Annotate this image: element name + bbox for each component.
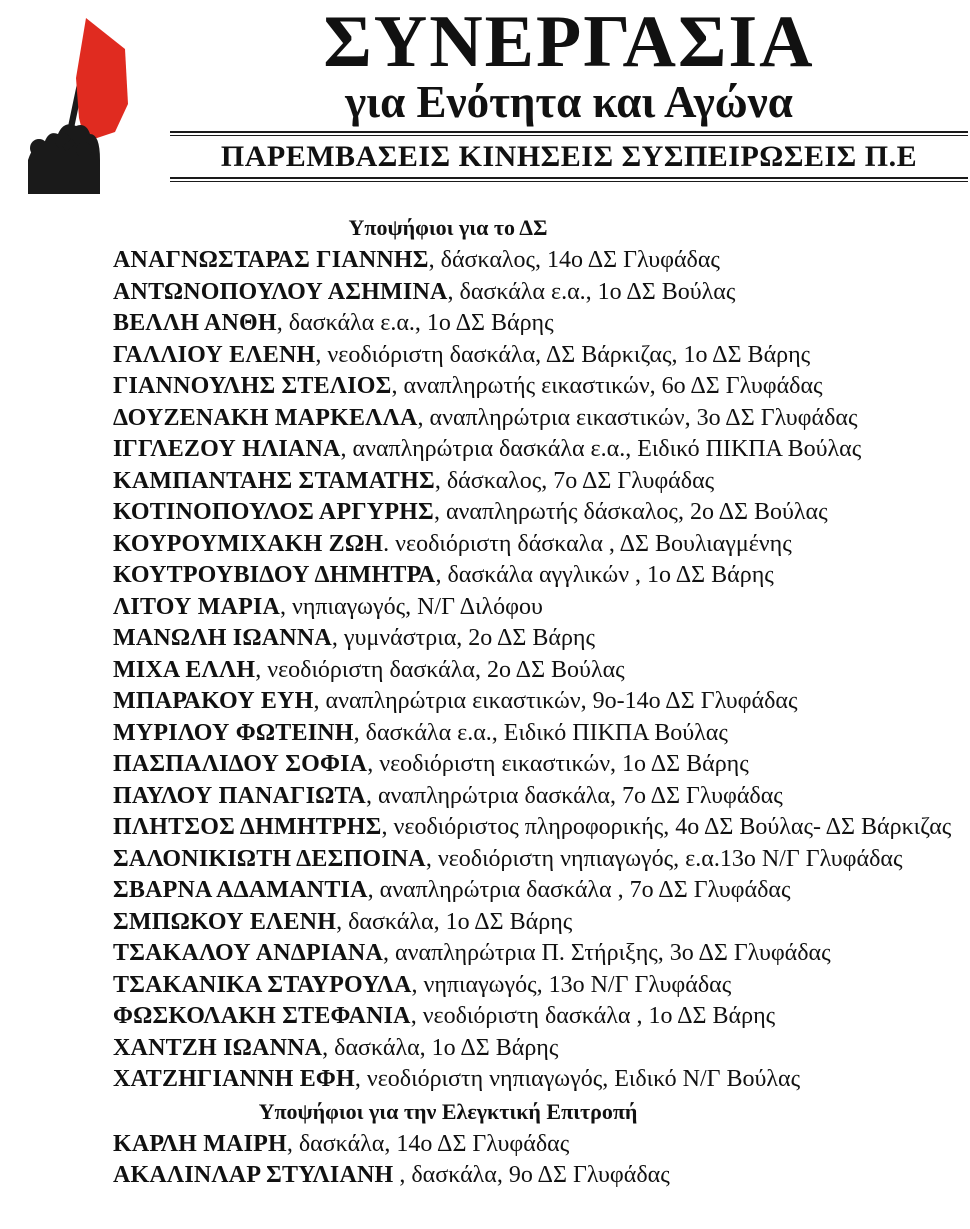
candidate-row xyxy=(0,749,956,781)
candidate-detail: , νηπιαγωγός, Ν/Γ Διλόφου xyxy=(280,593,543,620)
candidate-detail: , δασκάλα, 1ο ΔΣ Βάρης xyxy=(322,1034,559,1061)
candidate-row xyxy=(0,592,956,624)
candidate-row xyxy=(0,844,956,876)
candidate-detail: , δασκάλα, 1ο ΔΣ Βάρης xyxy=(336,908,573,935)
candidate-row xyxy=(0,623,956,655)
candidate-row xyxy=(0,970,956,1002)
candidate-detail: , νεοδιόριστη δασκάλα, 2ο ΔΣ Βούλας xyxy=(255,656,625,683)
candidate-row xyxy=(0,277,956,309)
candidate-name: ΤΣΑΚΑΛΟΥ ΑΝΔΡΙΑΝΑ xyxy=(113,940,384,966)
candidate-name: ΣΑΛΟΝΙΚΙΩΤΗ ΔΕΣΠΟΙΝΑ xyxy=(113,845,426,872)
candidate-name: ΚΟΥΤΡΟΥΒΙΔΟΥ ΔΗΜΗΤΡΑ xyxy=(113,562,436,588)
candidate-detail: , δασκάλα ε.α., 1ο ΔΣ Βούλας xyxy=(447,278,736,305)
candidate-name: ΚΟΥΡΟΥΜΙΧΑΚΗ ΖΩΗ xyxy=(113,530,384,557)
candidate-name: ΙΓΓΛΕΖΟΥ ΗΛΙΑΝΑ xyxy=(113,436,341,462)
org-subtitle: ΠΑΡΕΜΒΑΣΕΙΣ ΚΙΝΗΣΕΙΣ ΣΥΣΠΕΙΡΩΣΕΙΣ Π.Ε xyxy=(220,140,918,174)
candidate-detail: , δασκάλα αγγλικών , 1ο ΔΣ Βάρης xyxy=(435,562,774,588)
candidate-row xyxy=(0,1160,956,1192)
candidate-name: ΣΜΠΩΚΟΥ ΕΛΕΝΗ xyxy=(113,908,337,935)
masthead xyxy=(0,0,970,205)
candidate-name: ΚΑΡΛΗ ΜΑΙΡΗ xyxy=(113,1130,287,1157)
candidate-detail: , γυμνάστρια, 2ο ΔΣ Βάρης xyxy=(331,625,595,651)
candidate-detail: , δάσκαλος, 14ο ΔΣ Γλυφάδας xyxy=(428,247,720,273)
candidate-row xyxy=(0,875,956,907)
party-logo xyxy=(6,8,166,203)
candidate-row xyxy=(0,466,956,498)
candidate-row xyxy=(0,812,956,844)
candidate-detail: , δασκάλα, 14ο ΔΣ Γλυφάδας xyxy=(286,1130,570,1157)
candidate-detail: , νεοδιόριστη εικαστικών, 1ο ΔΣ Βάρης xyxy=(367,751,749,777)
candidate-detail: . νεοδιόριστη δάσκαλα , ΔΣ Βουλιαγμένης xyxy=(383,530,792,557)
candidate-name: ΚΑΜΠΑΝΤΑΗΣ ΣΤΑΜΑΤΗΣ xyxy=(113,467,435,494)
candidate-detail: , δασκάλα, 9ο ΔΣ Γλυφάδας xyxy=(393,1162,670,1188)
candidate-row xyxy=(0,938,956,970)
candidate-name: ΣΒΑΡΝΑ ΑΔΑΜΑΝΤΙΑ xyxy=(113,877,368,903)
candidate-name: ΧΑΤΖΗΓΙΑΝΝΗ ΕΦΗ xyxy=(113,1066,355,1092)
candidate-row xyxy=(0,1064,956,1096)
section-heading: Υποψήφιοι για την Ελεγκτική Επιτροπή xyxy=(258,1098,638,1124)
candidate-row xyxy=(0,1001,956,1033)
rule-above-subtitle xyxy=(170,131,968,136)
candidate-name: ΓΑΛΛΙΟΥ ΕΛΕΝΗ xyxy=(113,341,316,368)
candidate-name: ΓΙΑΝΝΟΥΛΗΣ ΣΤΕΛΙΟΣ xyxy=(113,373,392,399)
candidate-row xyxy=(0,308,956,340)
candidate-detail: , νεοδιόριστη δασκάλα, ΔΣ Βάρκιζας, 1ο ΔΣ Βάρης xyxy=(315,341,811,368)
candidate-row xyxy=(0,434,956,466)
candidate-name: ΔΟΥΖΕΝΑΚΗ ΜΑΡΚΕΛΛΑ xyxy=(113,404,418,431)
candidate-row xyxy=(0,1129,956,1161)
candidate-name: ΠΑΥΛΟΥ ΠΑΝΑΓΙΩΤΑ xyxy=(113,782,366,809)
candidate-name: ΠΑΣΠΑΛΙΔΟΥ ΣΟΦΙΑ xyxy=(113,751,368,777)
candidate-detail: , νηπιαγωγός, 13ο Ν/Γ Γλυφάδας xyxy=(411,971,732,998)
candidate-row xyxy=(0,403,956,435)
candidate-name: ΧΑΝΤΖΗ ΙΩΑΝΝΑ xyxy=(113,1034,323,1061)
rule-below-subtitle xyxy=(170,177,968,182)
candidate-detail: , δασκάλα ε.α., 1ο ΔΣ Βάρης xyxy=(276,310,554,336)
candidate-list xyxy=(0,212,970,1229)
candidate-row xyxy=(0,718,956,750)
candidate-name: ΑΚΑΛΙΝΛΑΡ ΣΤΥΛΙΑΝΗ xyxy=(113,1162,394,1188)
candidate-detail: , δασκάλα ε.α., Ειδικό ΠΙΚΠΑ Βούλας xyxy=(353,719,728,746)
section-heading: Υποψήφιοι για το ΔΣ xyxy=(348,215,548,240)
candidate-detail: , νεοδιόριστη δασκάλα , 1ο ΔΣ Βάρης xyxy=(410,1003,776,1029)
candidate-detail: , αναπληρώτρια δασκάλα, 7ο ΔΣ Γλυφάδας xyxy=(365,782,783,809)
candidate-row xyxy=(0,529,956,561)
candidate-row xyxy=(0,1033,956,1065)
candidate-detail: , νεοδιόριστος πληροφορικής, 4ο ΔΣ Βούλας- ΔΣ Βάρκιζας xyxy=(381,814,952,840)
candidate-row xyxy=(0,497,956,529)
candidate-name: ΦΩΣΚΟΛΑΚΗ ΣΤΕΦΑΝΙΑ xyxy=(113,1003,411,1029)
masthead-text xyxy=(170,0,968,182)
candidate-name: ΑΝΑΓΝΩΣΤΑΡΑΣ ΓΙΑΝΝΗΣ xyxy=(113,247,429,273)
candidate-row xyxy=(0,907,956,939)
candidate-name: ΤΣΑΚΑΝΙΚΑ ΣΤΑΥΡΟΥΛΑ xyxy=(113,971,412,998)
candidate-row xyxy=(0,781,956,813)
candidate-name: ΜΙΧΑ ΕΛΛΗ xyxy=(113,656,256,683)
protesters-silhouette xyxy=(28,124,100,194)
candidate-name: ΒΕΛΛΗ ΑΝΘΗ xyxy=(113,310,277,336)
candidate-detail: , αναπληρώτρια δασκάλα , 7ο ΔΣ Γλυφάδας xyxy=(367,877,791,903)
candidate-row xyxy=(0,655,956,687)
candidate-detail: , νεοδιόριστη νηπιαγωγός, Ειδικό Ν/Γ Βούλας xyxy=(354,1066,801,1092)
candidate-detail: , νεοδιόριστη νηπιαγωγός, ε.α.13ο Ν/Γ Γλυφάδας xyxy=(425,845,903,872)
candidate-name: ΠΛΗΤΣΟΣ ΔΗΜΗΤΡΗΣ xyxy=(113,814,382,840)
candidate-row xyxy=(0,371,956,403)
candidate-name: ΜΑΝΩΛΗ ΙΩΑΝΝΑ xyxy=(113,625,332,651)
candidate-detail: , αναπληρώτρια εικαστικών, 3ο ΔΣ Γλυφάδας xyxy=(417,404,858,431)
candidate-detail: , αναπληρώτρια δασκάλα ε.α., Ειδικό ΠΙΚΠΑ Βούλας xyxy=(340,436,862,462)
candidate-name: ΛΙΤΟΥ ΜΑΡΙΑ xyxy=(113,593,281,620)
candidate-detail: , αναπληρώτρια εικαστικών, 9ο-14ο ΔΣ Γλυφάδας xyxy=(313,688,798,714)
candidate-name: ΜΠΑΡΑΚΟΥ ΕΥΗ xyxy=(113,688,314,714)
candidate-detail: , αναπληρωτής δάσκαλος, 2ο ΔΣ Βούλας xyxy=(433,499,828,525)
candidate-name: ΜΥΡΙΛΟΥ ΦΩΤΕΙΝΗ xyxy=(113,719,354,746)
candidate-row xyxy=(0,686,956,718)
candidate-detail: , δάσκαλος, 7ο ΔΣ Γλυφάδας xyxy=(434,467,715,494)
candidate-name: ΑΝΤΩΝΟΠΟΥΛΟΥ ΑΣΗΜΙΝΑ xyxy=(113,278,448,305)
candidate-detail: , αναπληρωτής εικαστικών, 6ο ΔΣ Γλυφάδας xyxy=(391,373,823,399)
candidate-row xyxy=(0,245,956,277)
candidate-row xyxy=(0,340,956,372)
candidate-row xyxy=(0,560,956,592)
org-tagline: για Ενότητα και Αγώνα xyxy=(345,77,793,128)
org-name: ΣΥΝΕΡΓΑΣΙΑ xyxy=(323,1,815,83)
candidate-detail: , αναπληρώτρια Π. Στήριξης, 3ο ΔΣ Γλυφάδας xyxy=(383,940,831,966)
candidate-name: ΚΟΤΙΝΟΠΟΥΛΟΣ ΑΡΓΥΡΗΣ xyxy=(113,499,434,525)
red-flag-icon xyxy=(6,8,166,203)
